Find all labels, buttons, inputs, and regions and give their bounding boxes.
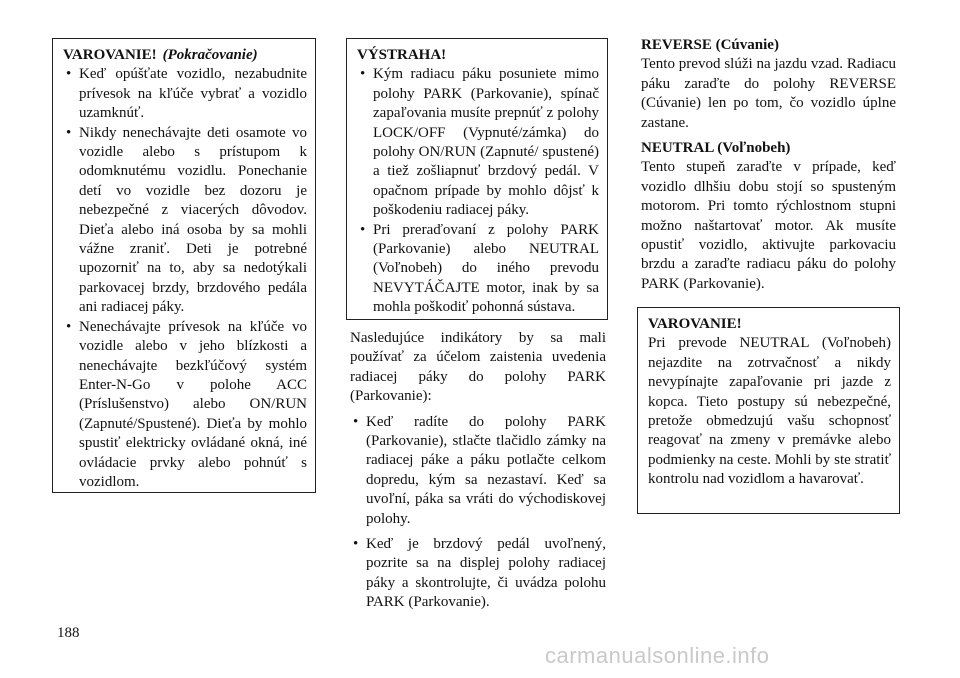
caution-box — [346, 38, 608, 320]
reverse-heading: REVERSE (Cúvanie) — [641, 37, 779, 53]
caution-bullet: • Pri preraďovaní z polohy PARK (Parkovanie) alebo NEUTRAL (Voľnobeh) do iného prevodu NEVYTÁČAJTE motor, inak by sa mohla poškodiť pohonná sústava. — [357, 221, 599, 318]
reverse-paragraph: Tento prevod slúži na jazdu vzad. Radiacu páku zaraďte do polohy REVERSE (Cúvanie) len po tom, čo vozidlo úplne zastane. — [641, 56, 896, 131]
middle-column-text — [350, 329, 606, 613]
warning-box-continued — [52, 38, 316, 493]
park-indicators-list — [350, 413, 606, 613]
watermark: carmanualsonline.info — [545, 643, 770, 668]
continued-label: (Pokračovanie) — [162, 47, 258, 63]
caution-bullet: • Kým radiacu páku posuniete mimo polohy PARK (Parkovanie), spínač zapaľovania musíte prepnúť z polohy LOCK/OFF (Vypnuté/zámka) do polohy ON/RUN (Zapnuté/ spustené) a tiež zošliapnuť brzdový pedál. V opačnom prípade by mohlo dôjsť k poškodeniu radiacej páky. — [357, 65, 599, 220]
warning-bullet: • Nikdy nenechávajte deti osamote vo vozidle alebo s prístupom k odomknutému vozidlu. Ponechanie detí vo vozidle bez dozoru je nebezpečné z viacerých dôvodov. Dieťa alebo iná osoba by sa mohli vážne zraniť. Deti je potrebné upozorniť na to, aby sa nedotýkali parkovacej brzdy, brzdového pedála ani radiacej páky. — [63, 124, 307, 318]
caution-title: VÝSTRAHA! — [357, 47, 447, 63]
warning-bullet: • Nenechávajte prívesok na kľúče vo vozidle alebo v jeho blízkosti a nenechávajte bezkľúčový systém Enter-N-Go v polohe ACC (Príslušenstvo) alebo ON/RUN (Zapnuté/Spustené). Dieťa by mohlo spustiť elektricky ovládané okná, iné ovládacie prvky alebo pohnúť s vozidlom. — [63, 318, 307, 493]
neutral-warning-box — [637, 307, 900, 514]
neutral-heading: NEUTRAL (Voľnobeh) — [641, 140, 791, 157]
warning-bullet: • Keď opúšťate vozidlo, nezabudnite prívesok na kľúče vybrať a vozidlo uzamknúť. — [63, 65, 307, 123]
neutral-warning-text: Pri prevode NEUTRAL (Voľnobeh) nejazdite na zotrvačnosť a nikdy nevypínajte zapaľovanie pri jazde z kopca. Tieto postupy sú nebezpečné, pretože obmedzujú vašu schopnosť reagovať na zmeny v premávke alebo podmienky na ceste. Mohli by ste stratiť kontrolu nad vozidlom a havarovať. — [648, 335, 891, 488]
warning-title-line — [63, 46, 307, 65]
neutral-warning-title: VAROVANIE! — [648, 316, 742, 332]
neutral-paragraph: Tento stupeň zaraďte v prípade, keď vozidlo dlhšiu dobu stojí so spusteným motorom. Pri tomto rýchlostnom stupni možno naštartovať motor. Ak musíte opustiť vozidlo, aktivujte parkovaciu brzdu a zaraďte radiacu páku do polohy PARK (Parkovanie). — [641, 159, 896, 292]
caution-bullet-list — [357, 65, 599, 317]
park-indicators-intro: Nasledujúce indikátory by sa mali používať za účelom zaistenia uvedenia radiacej páky do polohy PARK (Parkovanie): — [350, 330, 606, 405]
page-number: 188 — [57, 625, 80, 641]
warning-title: VAROVANIE! — [63, 47, 157, 63]
park-indicator-item: • Keď radíte do polohy PARK (Parkovanie), stlačte tlačidlo zámky na radiacej páke a páku potlačte celkom dopredu, kým sa nezastaví. Keď sa uvoľní, páka sa vráti do východiskovej polohy. — [350, 413, 606, 529]
right-column-text — [641, 36, 896, 294]
warning-bullet-list — [63, 65, 307, 492]
park-indicator-item: • Keď je brzdový pedál uvoľnený, pozrite sa na displej polohy radiacej páky a skontrolujte, či uvádza polohu PARK (Parkovanie). — [350, 535, 606, 613]
